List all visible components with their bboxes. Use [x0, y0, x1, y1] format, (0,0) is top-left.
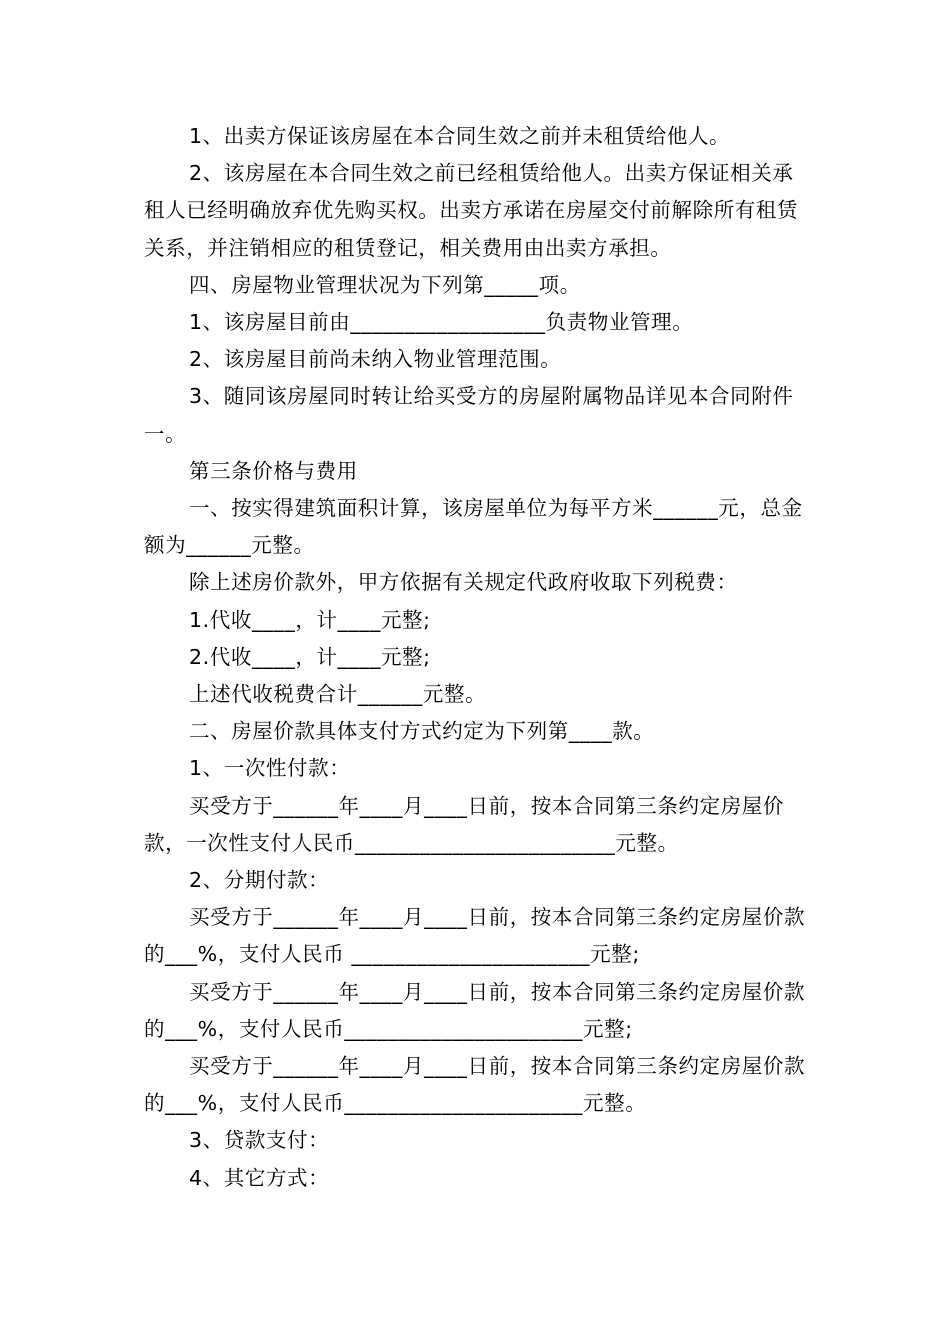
article-heading: 第三条价格与费用 — [189, 458, 358, 483]
clause-paragraph: 买受方于______年____月____日前，按本合同第三条约定房屋价款的___%，支付人民币______________________元整; — [144, 979, 806, 1041]
clause-paragraph: 上述代收税费合计______元整。 — [189, 682, 487, 707]
clause-paragraph: 买受方于______年____月____日前，按本合同第三条约定房屋价款的___%，支付人民币 ______________________元整; — [144, 905, 806, 967]
clause-paragraph: 2.代收____，计____元整; — [189, 644, 431, 669]
section-heading: 二、房屋价款具体支付方式约定为下列第____款。 — [189, 719, 655, 744]
clause-paragraph: 1、出卖方保证该房屋在本合同生效之前并未租赁给他人。 — [189, 124, 731, 148]
clause-paragraph: 1.代收____，计____元整; — [189, 607, 431, 632]
clause-paragraph: 2、分期付款： — [189, 868, 330, 893]
clause-paragraph: 2、该房屋目前尚未纳入物业管理范围。 — [189, 347, 562, 372]
clause-paragraph: 3、随同该房屋同时转让给买受方的房屋附属物品详见本合同附件一。 — [144, 384, 794, 446]
clause-paragraph: 1、该房屋目前由__________________负责物业管理。 — [189, 310, 694, 335]
clause-paragraph: 3、贷款支付： — [189, 1128, 330, 1153]
clause-paragraph: 4、其它方式： — [189, 1165, 330, 1190]
clause-paragraph: 除上述房价款外，甲方依据有关规定代政府收取下列税费： — [189, 570, 738, 595]
clause-paragraph: 一、按实得建筑面积计算，该房屋单位为每平方米______元，总金额为______元整。 — [144, 496, 803, 558]
clause-paragraph: 买受方于______年____月____日前，按本合同第三条约定房屋价款的___%，支付人民币______________________元整。 — [144, 1054, 806, 1116]
clause-paragraph: 2、该房屋在本合同生效之前已经租赁给他人。出卖方保证相关承租人已经明确放弃优先购买权。出卖方承诺在房屋交付前解除所有租赁关系，并注销相应的租赁登记，相关费用由出卖方承担。 — [144, 161, 799, 260]
section-heading: 四、房屋物业管理状况为下列第_____项。 — [189, 272, 581, 297]
clause-paragraph: 1、一次性付款： — [189, 756, 351, 781]
document-body — [144, 118, 810, 1197]
clause-paragraph: 买受方于______年____月____日前，按本合同第三条约定房屋价款，一次性支付人民币________________________元整。 — [144, 793, 784, 855]
